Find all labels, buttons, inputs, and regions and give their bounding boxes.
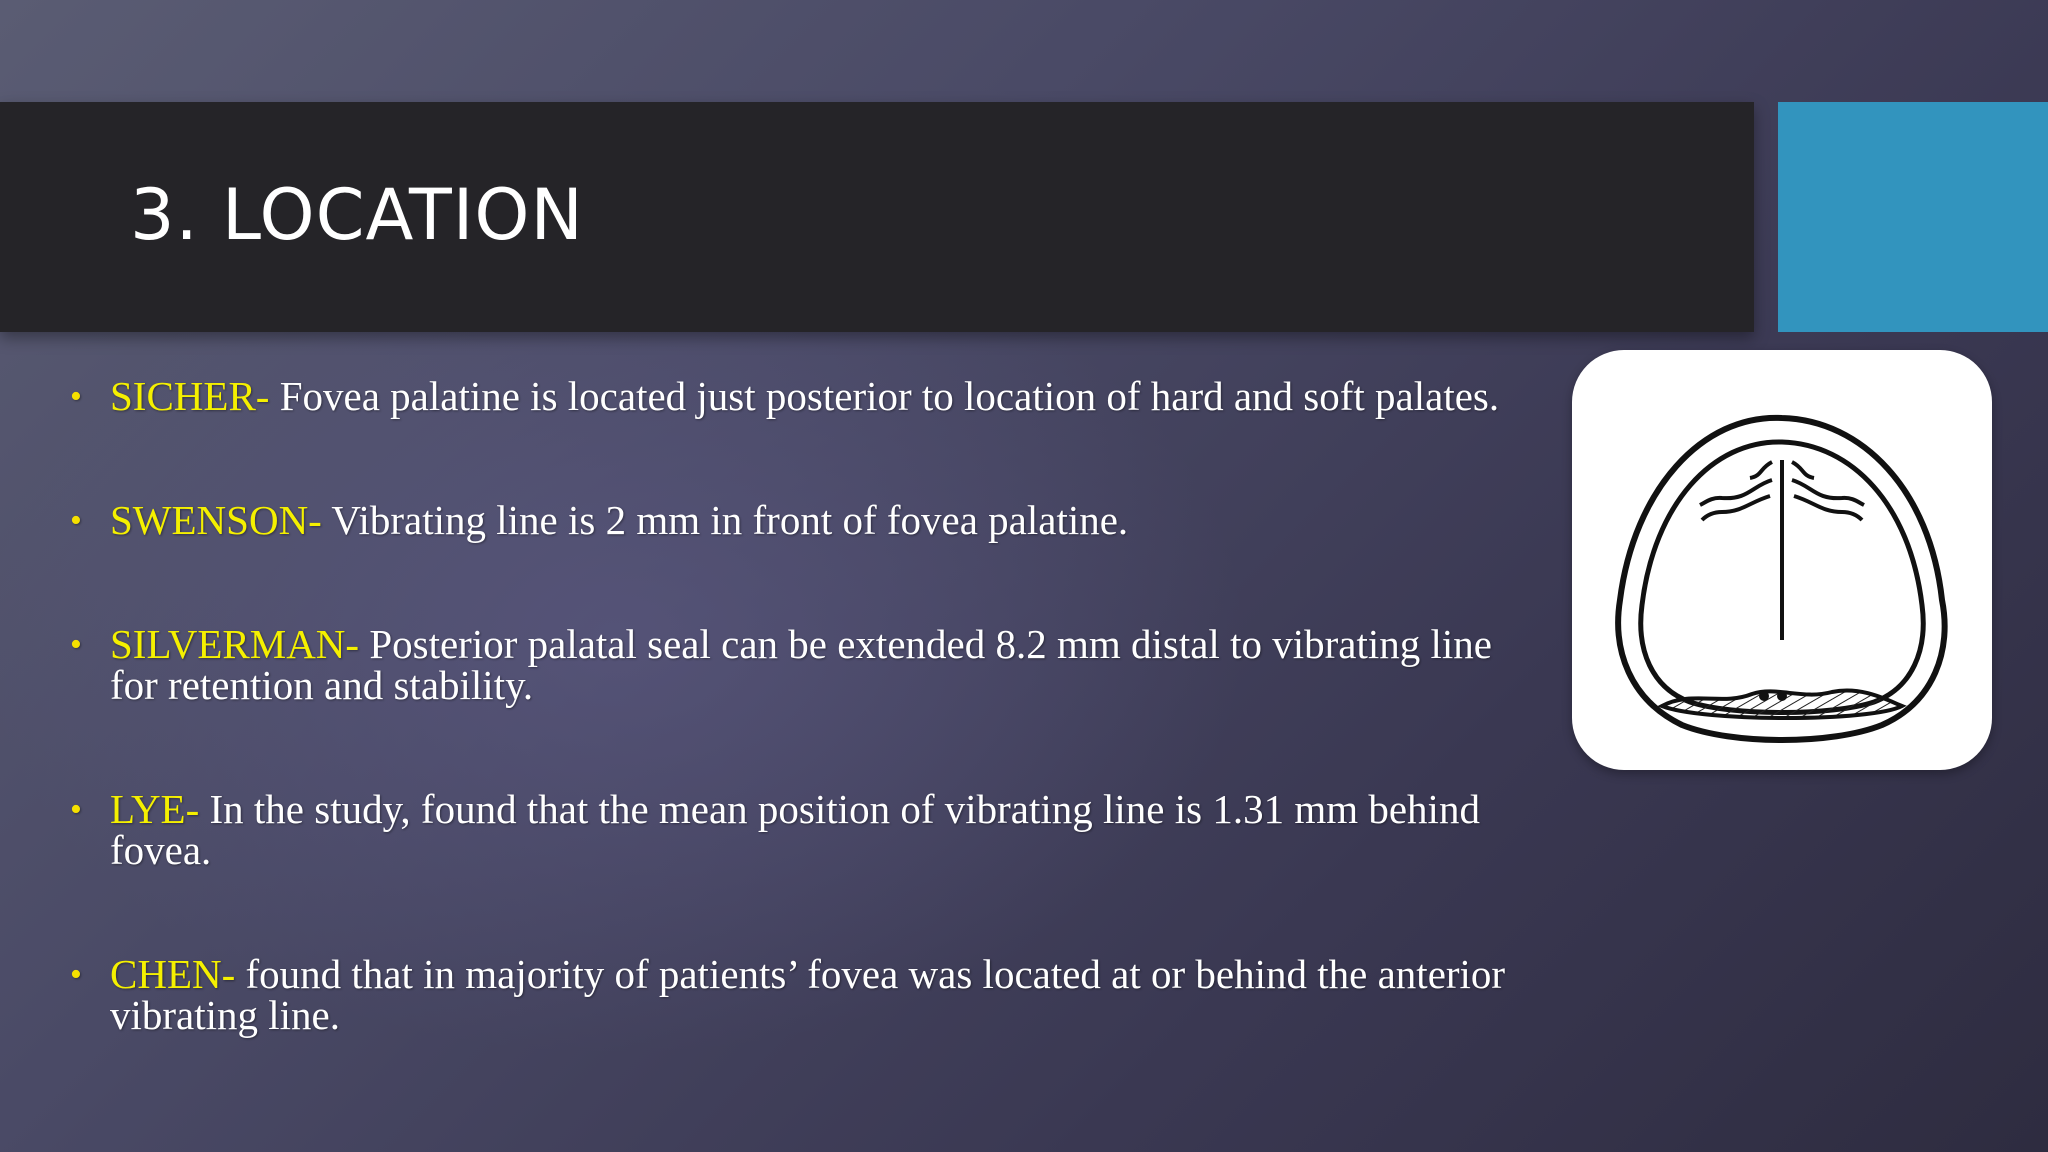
bullet-text: In the study, found that the mean position of vibrating line is 1.31 mm behind fovea.	[110, 786, 1480, 873]
bullet-item-swenson	[70, 497, 1510, 543]
accent-block	[1778, 102, 2048, 332]
bullet-list	[70, 373, 1510, 1038]
bullet-name: CHEN-	[110, 951, 236, 997]
bullet-text: found that in majority of patients’ fovea was located at or behind the anterior vibrating line.	[110, 951, 1506, 1038]
bullet-text: Vibrating line is 2 mm in front of fovea palatine.	[321, 497, 1129, 543]
bullet-dot-icon: •	[70, 378, 82, 415]
bullet-text: Posterior palatal seal can be extended 8.2 mm distal to vibrating line for retention and stability.	[110, 621, 1492, 708]
bullet-name: SICHER-	[110, 373, 270, 419]
bullet-item-lye	[70, 786, 1510, 873]
bullet-text: Fovea palatine is located just posterior to location of hard and soft palates.	[269, 373, 1500, 419]
bullet-item-chen	[70, 951, 1510, 1038]
bullet-dot-icon: •	[70, 956, 82, 993]
bullet-name: SILVERMAN-	[110, 621, 360, 667]
bullet-dot-icon: •	[70, 502, 82, 539]
slide-title: 3. LOCATION	[130, 174, 584, 256]
bullet-dot-icon: •	[70, 626, 82, 663]
bullet-item-sicher	[70, 373, 1510, 419]
bullet-item-silverman	[70, 621, 1510, 708]
palate-diagram-icon	[1572, 350, 1992, 770]
bullet-name: SWENSON-	[110, 497, 322, 543]
bullet-dot-icon: •	[70, 791, 82, 828]
bullet-name: LYE-	[110, 786, 200, 832]
palate-diagram-card	[1572, 350, 1992, 770]
